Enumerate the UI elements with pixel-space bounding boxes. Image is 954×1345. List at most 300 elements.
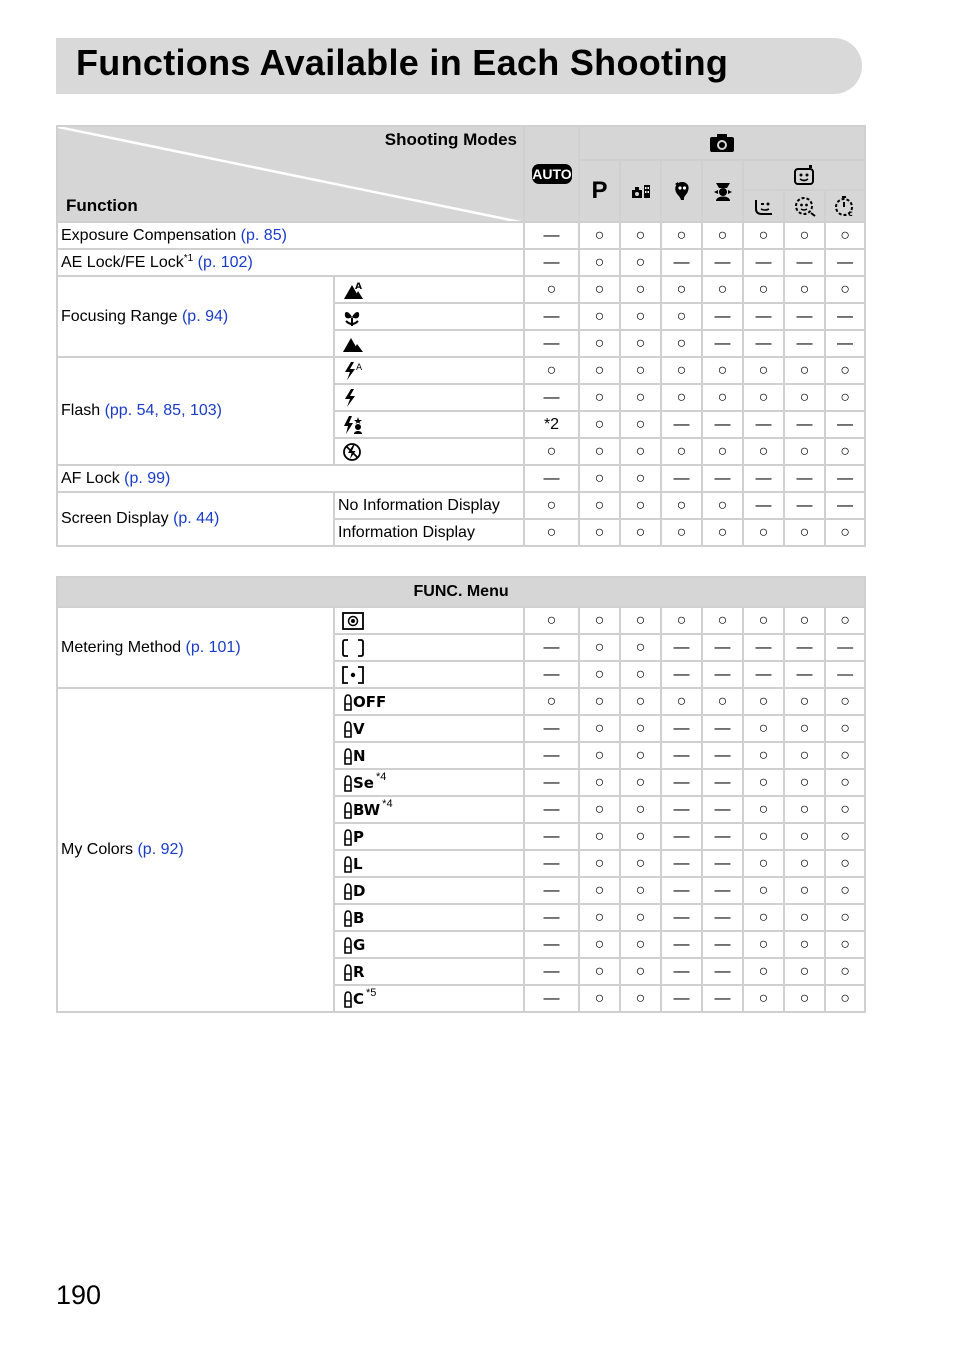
cell: — <box>661 742 702 769</box>
cell: ○ <box>524 438 579 465</box>
program-mode-header <box>579 160 620 222</box>
ae-lock-label: AE Lock/FE Lock$^{*1}$ (p. 102) <box>57 249 524 276</box>
cell: ○ <box>743 823 784 850</box>
cell: — <box>524 661 579 688</box>
cell: ○ <box>524 492 579 519</box>
my-colors-icon <box>342 801 353 819</box>
cell: — <box>702 823 743 850</box>
cell: ○ <box>579 303 620 330</box>
metering-spot-cell <box>334 661 524 688</box>
cell: — <box>743 492 784 519</box>
cell: — <box>524 823 579 850</box>
metering-center-cell <box>334 634 524 661</box>
self-timer-group-header <box>743 160 865 190</box>
page-link[interactable]: (p. 94) <box>181 307 229 325</box>
cell: ○ <box>784 931 825 958</box>
night-snapshot-icon <box>630 182 652 200</box>
flash-off-cell <box>334 438 524 465</box>
cell: ○ <box>620 877 661 904</box>
cell: ○ <box>661 276 702 303</box>
metering-method-label: Metering Method (p. 101) <box>57 607 334 688</box>
page-link[interactable]: (p. 85) <box>240 226 287 244</box>
cell: ○ <box>579 357 620 384</box>
cell: ○ <box>743 438 784 465</box>
face-self-timer-icon <box>793 164 815 186</box>
cell: — <box>825 661 865 688</box>
cell: — <box>524 850 579 877</box>
auto-focus-range-icon <box>342 280 364 300</box>
cell: ○ <box>743 715 784 742</box>
my-colors-icon <box>342 909 353 927</box>
page-link[interactable]: (p. 101) <box>185 638 241 656</box>
cell: — <box>661 904 702 931</box>
cell: ○ <box>743 850 784 877</box>
slow-synchro-icon <box>342 415 364 435</box>
cell: — <box>661 249 702 276</box>
my-colors-option-cell: N <box>334 742 524 769</box>
cell: ○ <box>743 688 784 715</box>
cell: ○ <box>579 249 620 276</box>
cell: — <box>661 769 702 796</box>
cell: — <box>702 411 743 438</box>
cell: ○ <box>620 985 661 1012</box>
cell: ○ <box>784 222 825 249</box>
cell: — <box>784 330 825 357</box>
cell: — <box>743 330 784 357</box>
cell: — <box>661 634 702 661</box>
cell: ○ <box>784 769 825 796</box>
cell: — <box>524 249 579 276</box>
cell: ○ <box>743 607 784 634</box>
cell: ○ <box>784 357 825 384</box>
table-row <box>57 688 865 715</box>
custom-self-timer-icon <box>833 195 857 217</box>
cell: *2 <box>524 411 579 438</box>
table-row <box>57 222 865 249</box>
scene1-header <box>620 160 661 222</box>
cell: ○ <box>784 742 825 769</box>
cell: ○ <box>579 330 620 357</box>
cell: ○ <box>825 742 865 769</box>
flash-on-icon <box>342 388 358 408</box>
cell: — <box>702 330 743 357</box>
cell: ○ <box>743 384 784 411</box>
my-colors-option-cell: R <box>334 958 524 985</box>
cell: — <box>825 465 865 492</box>
cell: ○ <box>661 330 702 357</box>
cell: ○ <box>825 796 865 823</box>
sub2-header <box>784 190 825 222</box>
cell: — <box>702 877 743 904</box>
af-lock-label: AF Lock (p. 99) <box>57 465 524 492</box>
my-colors-option-cell: G <box>334 931 524 958</box>
cell: ○ <box>579 877 620 904</box>
cell: ○ <box>702 492 743 519</box>
cell: ○ <box>784 519 825 546</box>
func-menu-header: FUNC. Menu <box>57 577 865 607</box>
cell: ○ <box>524 357 579 384</box>
cell: ○ <box>620 769 661 796</box>
my-colors-icon <box>342 747 353 765</box>
flash-auto-icon <box>342 361 366 381</box>
cell: ○ <box>620 492 661 519</box>
cell: — <box>743 465 784 492</box>
my-colors-icon <box>342 828 353 846</box>
cell: ○ <box>579 465 620 492</box>
cell: ○ <box>784 384 825 411</box>
my-colors-icon <box>342 693 353 711</box>
cell: ○ <box>825 985 865 1012</box>
cell: — <box>825 303 865 330</box>
cell: — <box>784 411 825 438</box>
cell: — <box>702 769 743 796</box>
table-row <box>57 607 865 634</box>
cell: ○ <box>784 877 825 904</box>
cell: ○ <box>620 715 661 742</box>
cell: ○ <box>579 958 620 985</box>
svg-text:c: c <box>848 209 853 217</box>
cell: — <box>524 931 579 958</box>
cell: — <box>743 411 784 438</box>
cell: — <box>702 904 743 931</box>
no-information-display-label: No Information Display <box>334 492 524 519</box>
cell: ○ <box>784 715 825 742</box>
cell: — <box>524 303 579 330</box>
cell: ○ <box>825 877 865 904</box>
focus-infinity-cell <box>334 330 524 357</box>
cell: ○ <box>579 769 620 796</box>
cell: ○ <box>743 519 784 546</box>
cell: ○ <box>524 688 579 715</box>
cell: — <box>702 958 743 985</box>
page-link[interactable]: (p. 44) <box>173 510 220 527</box>
cell: ○ <box>784 688 825 715</box>
my-colors-icon <box>342 855 353 873</box>
cell: ○ <box>620 276 661 303</box>
cell: ○ <box>743 958 784 985</box>
cell: ○ <box>620 465 661 492</box>
cell: ○ <box>743 769 784 796</box>
my-colors-icon <box>342 963 353 981</box>
cell: — <box>661 850 702 877</box>
flash-on-cell <box>334 384 524 411</box>
cell: — <box>784 249 825 276</box>
cell: — <box>702 985 743 1012</box>
cell: ○ <box>579 607 620 634</box>
cell: — <box>524 222 579 249</box>
function-label: Function <box>66 196 138 215</box>
my-colors-option-cell: B <box>334 904 524 931</box>
cell: — <box>825 634 865 661</box>
cell: — <box>743 661 784 688</box>
my-colors-icon <box>342 936 353 954</box>
cell: — <box>702 850 743 877</box>
cell: ○ <box>620 850 661 877</box>
camera-header <box>579 126 865 160</box>
macro-icon <box>342 307 362 327</box>
cell: ○ <box>825 519 865 546</box>
cell: ○ <box>579 411 620 438</box>
metering-evaluative-cell <box>334 607 524 634</box>
cell: ○ <box>579 276 620 303</box>
page-link[interactable]: (p. 92) <box>137 841 184 858</box>
table-row <box>57 465 865 492</box>
cell: — <box>661 877 702 904</box>
cell: — <box>743 303 784 330</box>
page-link[interactable]: (p. 102) <box>197 253 253 271</box>
cell: ○ <box>743 904 784 931</box>
program-mode-icon: P <box>591 177 608 204</box>
cell: ○ <box>524 607 579 634</box>
cell: — <box>825 411 865 438</box>
cell: ○ <box>579 931 620 958</box>
cell: ○ <box>579 904 620 931</box>
cell: ○ <box>702 357 743 384</box>
cell: — <box>743 634 784 661</box>
cell: — <box>524 742 579 769</box>
cell: — <box>524 715 579 742</box>
cell: — <box>524 634 579 661</box>
cell: ○ <box>579 742 620 769</box>
screen-display-label: Screen Display (p. 44) <box>57 492 334 546</box>
scene3-header <box>702 160 743 222</box>
cell: ○ <box>579 796 620 823</box>
slow-synchro-cell <box>334 411 524 438</box>
cell: — <box>702 249 743 276</box>
cell: ○ <box>620 249 661 276</box>
wink-self-timer-icon <box>752 195 776 217</box>
cell: ○ <box>784 823 825 850</box>
cell: — <box>702 715 743 742</box>
table-row <box>57 276 865 303</box>
flash-auto-cell <box>334 357 524 384</box>
kids-pets-icon <box>672 180 692 202</box>
cell: ○ <box>825 931 865 958</box>
my-colors-option-cell: C *5 <box>334 985 524 1012</box>
my-colors-icon <box>342 882 353 900</box>
functions-table <box>56 125 866 547</box>
cell: — <box>825 249 865 276</box>
cell: — <box>702 303 743 330</box>
cell: ○ <box>579 985 620 1012</box>
func-menu-table <box>56 576 866 1013</box>
cell: ○ <box>579 492 620 519</box>
cell: ○ <box>825 357 865 384</box>
cell: ○ <box>661 519 702 546</box>
cell: — <box>524 465 579 492</box>
cell: — <box>702 742 743 769</box>
title-bar <box>56 38 862 94</box>
my-colors-icon <box>342 720 353 738</box>
header-corner <box>57 126 524 222</box>
cell: — <box>784 303 825 330</box>
cell: ○ <box>784 607 825 634</box>
page-link[interactable]: (p. 99) <box>124 469 171 487</box>
cell: ○ <box>620 222 661 249</box>
cell: ○ <box>702 438 743 465</box>
cell: ○ <box>743 877 784 904</box>
cell: — <box>702 796 743 823</box>
cell: ○ <box>661 492 702 519</box>
sub3-header <box>825 190 865 222</box>
cell: ○ <box>825 384 865 411</box>
cell: ○ <box>825 958 865 985</box>
svg-text:AUTO: AUTO <box>531 166 572 182</box>
page-title: Functions Available in Each Shooting <box>76 42 729 83</box>
auto-mode-icon <box>531 163 573 185</box>
cell: ○ <box>620 607 661 634</box>
cell: ○ <box>579 688 620 715</box>
cell: ○ <box>524 276 579 303</box>
cell: ○ <box>743 742 784 769</box>
cell: ○ <box>620 519 661 546</box>
table-row <box>57 249 865 276</box>
page-number: 190 <box>56 1280 102 1310</box>
scene2-header <box>661 160 702 222</box>
my-colors-option-cell: Se *4 <box>334 769 524 796</box>
cell: — <box>661 661 702 688</box>
svg-text:A: A <box>355 281 362 292</box>
cell: — <box>661 823 702 850</box>
cell: ○ <box>620 823 661 850</box>
cell: — <box>702 634 743 661</box>
flash-off-icon <box>342 442 362 462</box>
cell: ○ <box>620 688 661 715</box>
cell: ○ <box>620 357 661 384</box>
cell: ○ <box>620 796 661 823</box>
cell: ○ <box>620 303 661 330</box>
cell: ○ <box>784 438 825 465</box>
infinity-icon <box>342 335 364 353</box>
focusing-range-label: Focusing Range (p. 94) <box>57 276 334 357</box>
page-link[interactable]: (pp. 54, 85, 103) <box>104 402 222 419</box>
cell: ○ <box>524 519 579 546</box>
cell: — <box>702 661 743 688</box>
cell: ○ <box>620 931 661 958</box>
evaluative-metering-icon <box>342 612 364 630</box>
cell: ○ <box>825 904 865 931</box>
focus-auto-cell <box>334 276 524 303</box>
cell: ○ <box>579 634 620 661</box>
cell: ○ <box>620 742 661 769</box>
my-colors-option-cell: BW *4 <box>334 796 524 823</box>
my-colors-option-cell: L <box>334 850 524 877</box>
spot-metering-icon <box>342 666 364 684</box>
svg-text:A: A <box>356 362 363 373</box>
cell: — <box>524 796 579 823</box>
cell: — <box>524 384 579 411</box>
cell: ○ <box>702 607 743 634</box>
my-colors-option-cell: P <box>334 823 524 850</box>
flash-label: Flash (pp. 54, 85, 103) <box>57 357 334 465</box>
my-colors-option-cell: V <box>334 715 524 742</box>
cell: — <box>661 411 702 438</box>
cell: — <box>825 492 865 519</box>
cell: — <box>524 985 579 1012</box>
cell: ○ <box>579 850 620 877</box>
cell: ○ <box>579 384 620 411</box>
cell: ○ <box>579 715 620 742</box>
cell: ○ <box>702 688 743 715</box>
cell: — <box>524 958 579 985</box>
center-weighted-metering-icon <box>342 639 364 657</box>
cell: — <box>784 634 825 661</box>
cell: ○ <box>825 769 865 796</box>
cell: — <box>661 715 702 742</box>
cell: ○ <box>620 330 661 357</box>
cell: ○ <box>784 796 825 823</box>
cell: ○ <box>579 823 620 850</box>
cell: ○ <box>661 607 702 634</box>
cell: ○ <box>620 411 661 438</box>
indoor-icon <box>712 180 734 202</box>
cell: ○ <box>661 688 702 715</box>
sub1-header <box>743 190 784 222</box>
cell: ○ <box>620 958 661 985</box>
cell: ○ <box>743 985 784 1012</box>
shooting-modes-label: Shooting Modes <box>384 130 517 149</box>
cell: ○ <box>620 384 661 411</box>
cell: ○ <box>579 222 620 249</box>
cell: ○ <box>620 634 661 661</box>
cell: ○ <box>661 303 702 330</box>
cell: ○ <box>743 222 784 249</box>
cell: — <box>743 249 784 276</box>
auto-mode-header <box>524 126 579 222</box>
cell: ○ <box>620 904 661 931</box>
camera-icon <box>709 133 735 153</box>
my-colors-label: My Colors (p. 92) <box>57 688 334 1012</box>
cell: ○ <box>743 357 784 384</box>
cell: ○ <box>825 438 865 465</box>
cell: — <box>661 931 702 958</box>
cell: — <box>524 769 579 796</box>
cell: ○ <box>743 796 784 823</box>
cell: ○ <box>620 438 661 465</box>
cell: ○ <box>825 276 865 303</box>
cell: — <box>661 465 702 492</box>
cell: — <box>702 465 743 492</box>
focus-macro-cell <box>334 303 524 330</box>
my-colors-option-cell: OFF <box>334 688 524 715</box>
face-detect-self-timer-icon <box>793 195 817 217</box>
cell: — <box>661 985 702 1012</box>
cell: ○ <box>784 904 825 931</box>
cell: ○ <box>825 688 865 715</box>
table-row <box>57 357 865 384</box>
cell: ○ <box>743 276 784 303</box>
cell: ○ <box>784 985 825 1012</box>
cell: ○ <box>702 519 743 546</box>
cell: ○ <box>784 958 825 985</box>
table-row <box>57 492 865 519</box>
cell: ○ <box>661 384 702 411</box>
cell: ○ <box>784 850 825 877</box>
my-colors-icon <box>342 774 353 792</box>
cell: ○ <box>702 222 743 249</box>
cell: — <box>784 492 825 519</box>
cell: ○ <box>620 661 661 688</box>
cell: — <box>702 931 743 958</box>
cell: — <box>661 958 702 985</box>
cell: ○ <box>825 607 865 634</box>
cell: ○ <box>579 661 620 688</box>
cell: ○ <box>784 276 825 303</box>
exposure-compensation-label: Exposure Compensation (p. 85) <box>57 222 524 249</box>
my-colors-icon <box>342 990 353 1008</box>
cell: ○ <box>702 276 743 303</box>
cell: — <box>524 330 579 357</box>
